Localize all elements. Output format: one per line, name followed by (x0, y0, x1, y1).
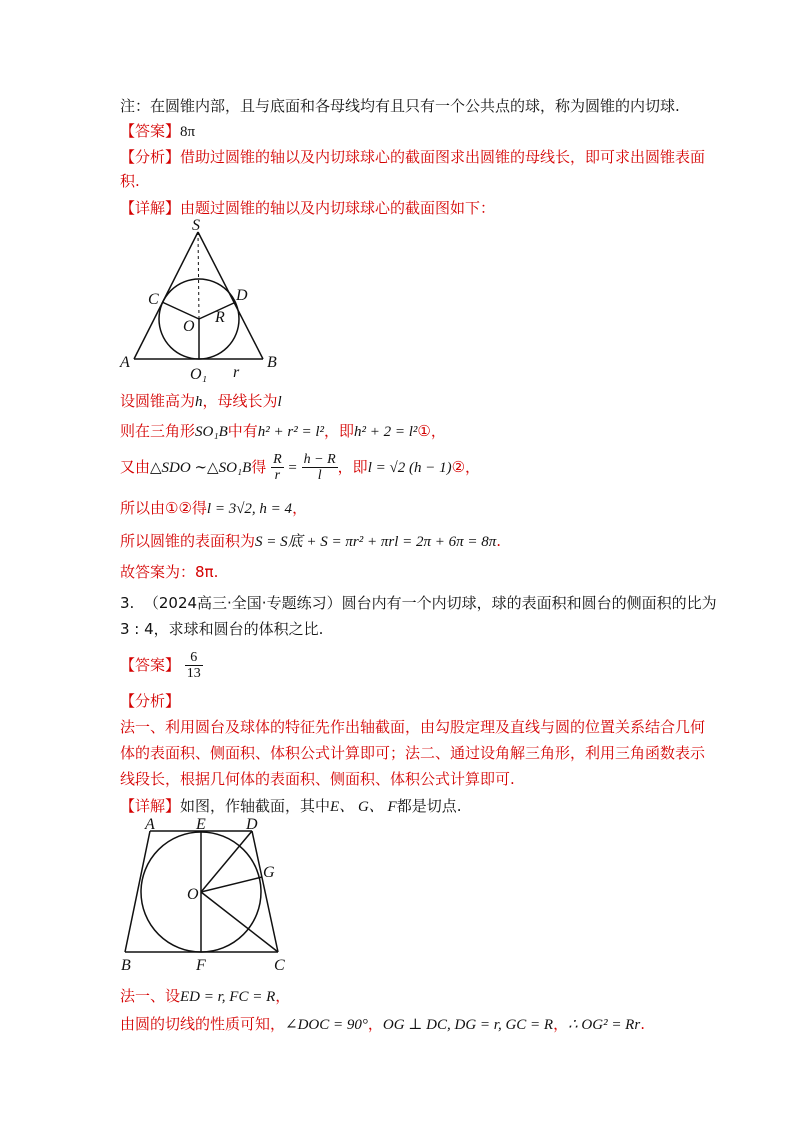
frustum-section-figure (112, 815, 302, 975)
label-E: E (196, 816, 206, 833)
label-D: D (236, 287, 248, 304)
derivation-line-3 (120, 452, 480, 483)
math-angle: ∠DOC = 90° (285, 1017, 368, 1033)
answer-label: 【答案】 (120, 122, 181, 140)
math-perp: OG ⊥ DC, DG = r, GC = R (382, 1017, 554, 1033)
problem-number: 3. (120, 594, 135, 612)
label-B: B (121, 957, 131, 974)
math-points: E、 G、 F (330, 799, 397, 815)
math-result: l = √2 (h − 1) (367, 460, 452, 476)
num: R (273, 452, 282, 467)
answer-value: 8π (180, 124, 196, 140)
math-surface-area: S = S底 + S = πr² + πrl = 2π + 6π = 8π (255, 534, 497, 550)
problem-text: （2024高三·全国·专题练习）圆台内有一个内切球，球的表面积和圆台的侧面积的比为 (143, 594, 717, 612)
text: ， (275, 987, 291, 1005)
text: ，即 (337, 458, 368, 476)
label-C: C (274, 957, 285, 974)
math-result: ∴ OG² = Rr (568, 1017, 641, 1033)
text: 由圆的切线的性质可知， (120, 1015, 286, 1033)
cone-section-figure (110, 218, 300, 383)
label-F: F (196, 957, 206, 974)
text: 又由 (120, 458, 151, 476)
segment-OD (201, 831, 252, 892)
note-text: 注：在圆锥内部，且与底面和各母线均有且只有一个公共点的球，称为圆锥的内切球. (120, 97, 680, 115)
text: ①， (417, 422, 446, 440)
math-l: l (277, 394, 282, 410)
label-R: R (215, 309, 225, 326)
problem-3-line-2: 3 : 4，求球和圆台的体积之比. (120, 620, 324, 638)
label-D: D (246, 816, 258, 833)
tangent-property-line (120, 1013, 645, 1036)
den: l (317, 468, 322, 483)
answer-fraction (185, 650, 203, 681)
label-C: C (148, 291, 159, 308)
label-O: O (187, 886, 199, 903)
analysis-3-line-2: 体的表面积、侧面积、体积公式计算即可；法二、通过设角解三角形，利用三角函数表示 (120, 744, 706, 762)
num: h − R (303, 452, 336, 467)
label-S: S (192, 218, 200, 234)
answer-label: 【答案】 (120, 656, 181, 674)
math-h: h (195, 394, 203, 410)
answer-3-line (120, 648, 203, 682)
num: 6 (185, 650, 203, 666)
text: 法一、设 (120, 987, 181, 1005)
text: 则在三角形 (120, 422, 196, 440)
fraction-h-R-l (302, 452, 338, 483)
detail-label: 【详解】 (120, 797, 181, 815)
text: 所以圆锥的表面积为 (120, 532, 256, 550)
math-eq: h² + r² = l² (257, 424, 324, 440)
text: 中有 (227, 422, 258, 440)
label-A: A (145, 816, 155, 833)
label-A: A (120, 354, 130, 371)
final-answer-line: 故答案为：8π. (120, 563, 219, 581)
text: 设圆锥高为 (120, 392, 196, 410)
text: ， (292, 499, 308, 517)
axis-dashed (198, 232, 199, 319)
text: 所以由①②得 (120, 499, 207, 517)
analysis-3-line-1: 法一、利用圆台及球体的特征先作出轴截面，由勾股定理及直线与圆的位置关系结合几何 (120, 718, 706, 736)
text: ，母线长为 (202, 392, 278, 410)
math-eq: = (288, 460, 297, 476)
text: 得 (251, 458, 267, 476)
fraction-R-r (271, 452, 284, 483)
math-triangle: SO₁B (195, 424, 228, 440)
analysis-3-label: 【分析】 (120, 692, 181, 710)
label-G: G (263, 864, 275, 881)
math-eq: ED = r, FC = R (180, 989, 276, 1005)
analysis-line-1 (120, 146, 705, 168)
text: 都是切点. (396, 797, 462, 815)
den: r (274, 468, 281, 483)
segment-OG (201, 877, 262, 892)
label-r: r (233, 364, 240, 381)
label-B: B (267, 354, 277, 371)
text: . (640, 1015, 645, 1033)
text: ，即 (324, 422, 355, 440)
answer-line (120, 120, 195, 143)
detail-line (120, 197, 495, 219)
math-similar: △SDO ∼△SO₁B (150, 460, 252, 476)
text: ， (367, 1015, 383, 1033)
analysis-label: 【分析】 (120, 148, 181, 166)
derivation-line-2 (120, 420, 446, 443)
problem-3-line-1 (120, 592, 717, 614)
math-eq2: h² + 2 = l² (354, 424, 418, 440)
text: ， (553, 1015, 569, 1033)
derivation-line-4 (120, 497, 307, 520)
text: ②， (451, 458, 481, 476)
detail-text: 由题过圆锥的轴以及内切球球心的截面图如下： (180, 199, 496, 217)
text: . (496, 532, 502, 550)
derivation-line-5 (120, 530, 501, 553)
den: 13 (186, 666, 201, 681)
radius-OC (162, 302, 199, 319)
detail-label: 【详解】 (120, 199, 181, 217)
math-result: l = 3√2, h = 4 (206, 501, 293, 517)
analysis-text: 借助过圆锥的轴以及内切球球心的截面图求出圆锥的母线长，即可求出圆锥表面 (180, 148, 706, 166)
side-AB (125, 831, 150, 952)
label-O1: O₁ (190, 366, 208, 383)
analysis-3-line-3: 线段长，根据几何体的表面积、侧面积、体积公式计算即可. (120, 770, 515, 788)
text: 如图，作轴截面，其中 (180, 797, 331, 815)
derivation-line-1 (120, 390, 282, 413)
analysis-line-2: 积. (120, 172, 140, 190)
method-1-line (120, 985, 290, 1008)
label-O: O (183, 318, 195, 335)
